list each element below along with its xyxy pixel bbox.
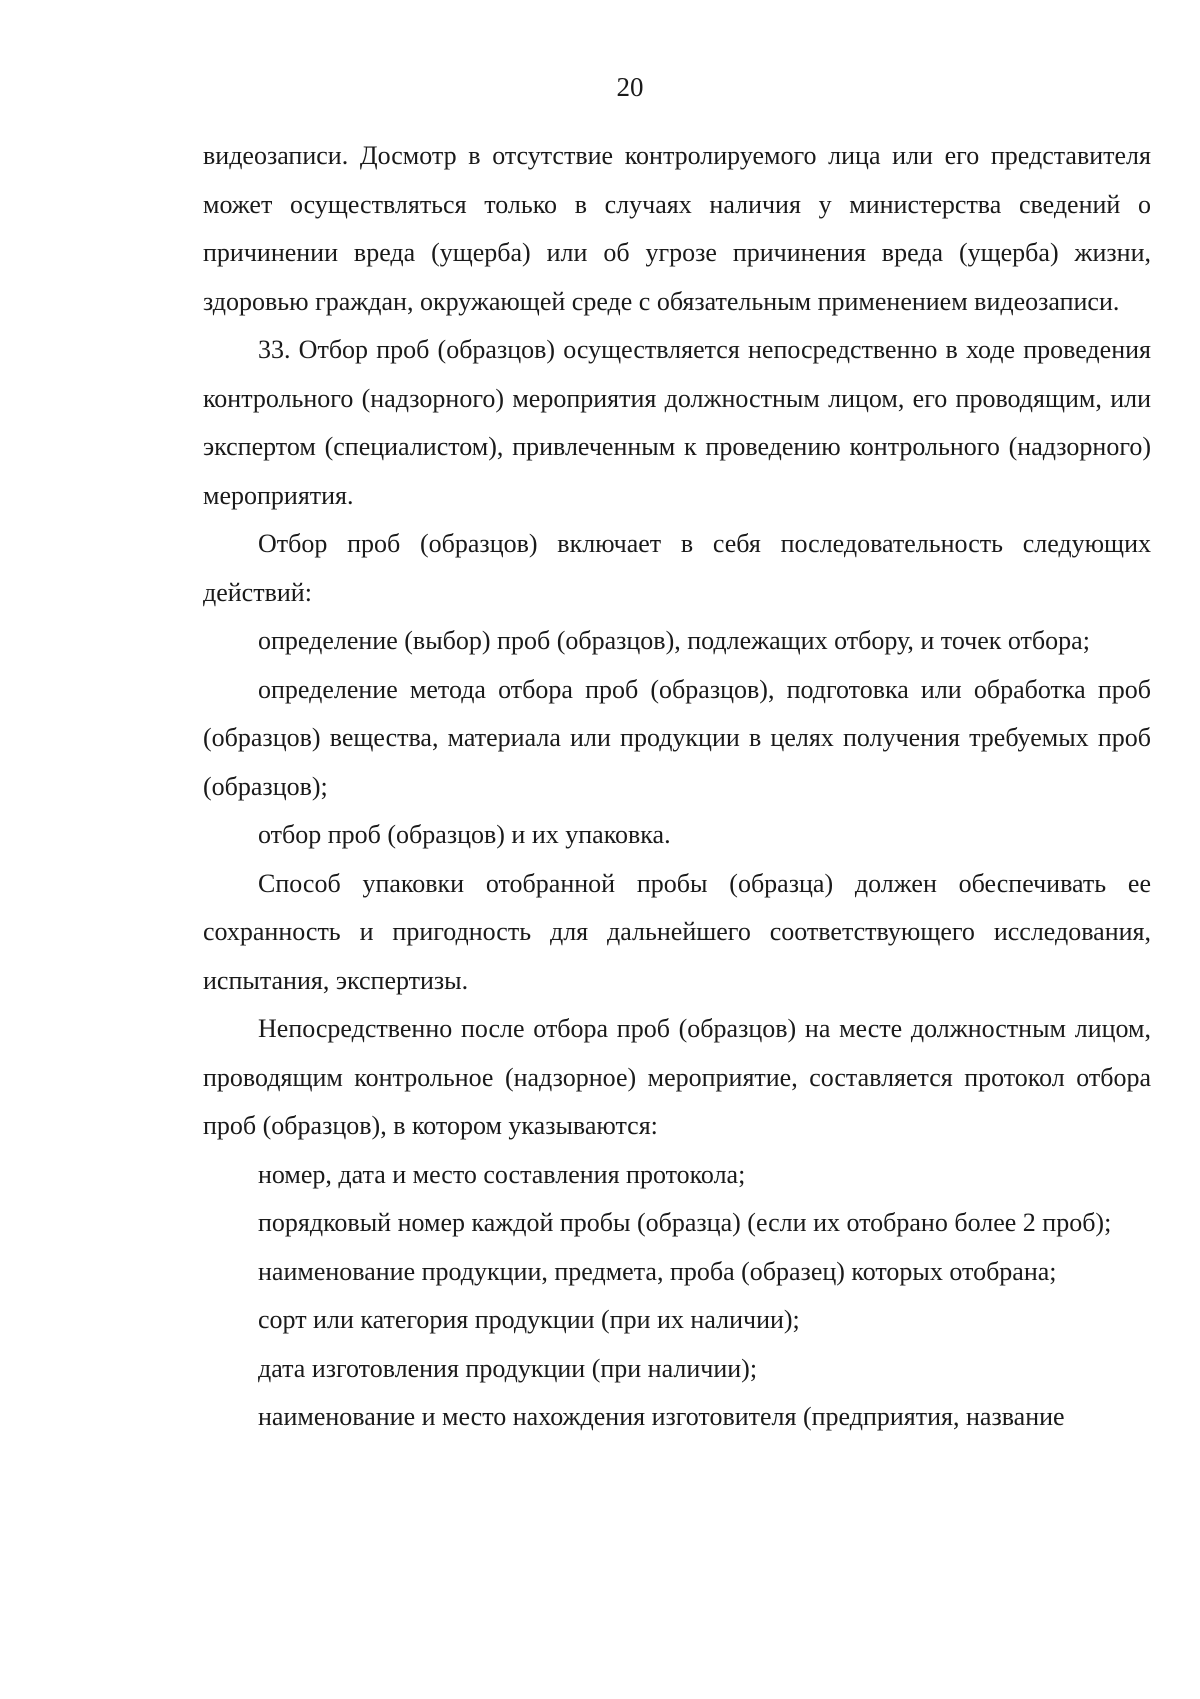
list-item: номер, дата и место составления протокола; [258, 1159, 746, 1189]
paragraph-continuation: видеозаписи. Досмотр в отсутствие контролируемого лица или его представителя может осуществляться только в случаях наличия у министерства сведений о причинении вреда (ущерба) или об угрозе причинения вреда (ущерба) жизни, здоровью граждан, окружающей среде с обязательным применением видеозаписи. [203, 141, 1151, 316]
body-text [203, 132, 1151, 1442]
list-item: наименование и место нахождения изготовителя (предприятия, название [258, 1402, 1065, 1431]
list-item: наименование продукции, предмета, проба (образец) которых отобрана; [258, 1256, 1057, 1286]
list-item: порядковый номер каждой пробы (образца) (если их отобрано более 2 проб); [258, 1208, 1112, 1237]
list-item: дата изготовления продукции (при наличии); [258, 1353, 758, 1383]
list-item: определение метода отбора проб (образцов), подготовка или обработка проб (образцов) вещества, материала или продукции в целях получения требуемых проб (образцов); [203, 674, 1151, 801]
paragraph-item-33: 33. Отбор проб (образцов) осуществляется непосредственно в ходе проведения контрольного (надзорного) мероприятия должностным лицом, его проводящим, или экспертом (специалистом), привлеченным к проведению контрольного (надзорного) мероприятия. [203, 335, 1151, 510]
list-item: определение (выбор) проб (образцов), подлежащих отбору, и точек отбора; [258, 626, 1090, 655]
paragraph-packaging: Способ упаковки отобранной пробы (образца) должен обеспечивать ее сохранность и пригодность для дальнейшего соответствующего исследования, испытания, экспертизы. [203, 868, 1151, 995]
list-item: отбор проб (образцов) и их упаковка. [258, 820, 671, 849]
paragraph-sampling-actions: Отбор проб (образцов) включает в себя последовательность следующих действий: [203, 529, 1151, 607]
page-number: 20 [616, 72, 644, 102]
list-item: сорт или категория продукции (при их наличии); [258, 1305, 800, 1334]
paragraph-protocol: Непосредственно после отбора проб (образцов) на месте должностным лицом, проводящим контрольное (надзорное) мероприятие, составляется протокол отбора проб (образцов), в котором указываются: [203, 1014, 1151, 1140]
